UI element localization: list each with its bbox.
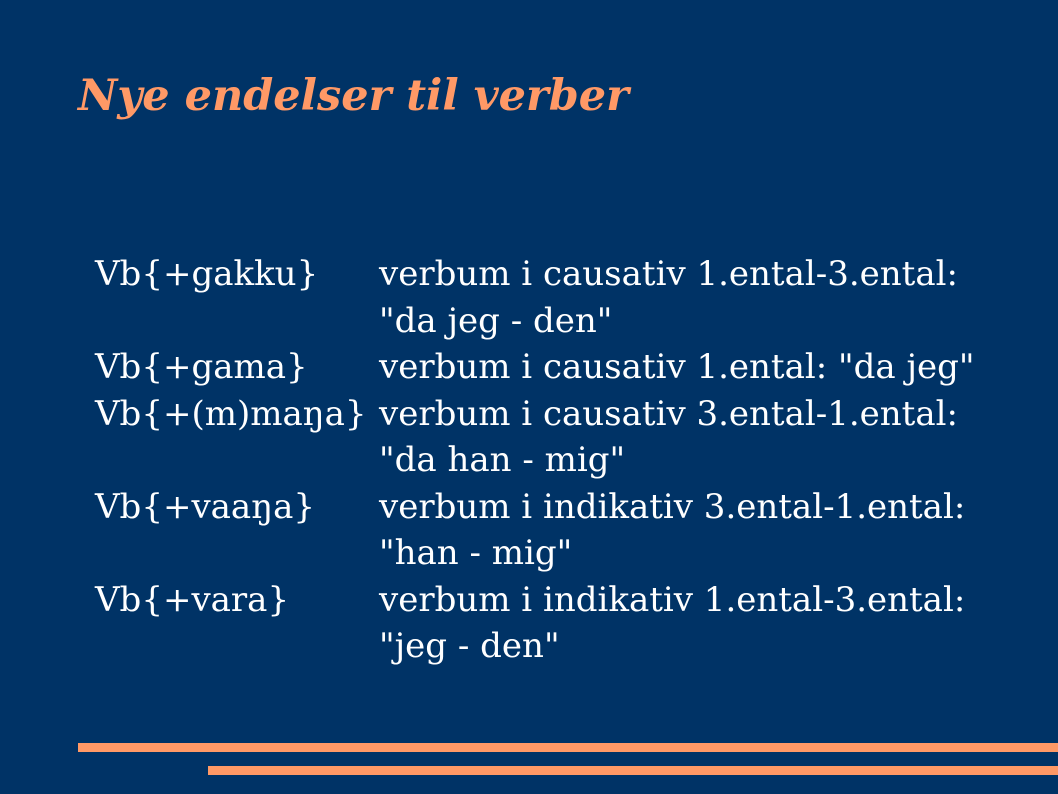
definition-list (95, 251, 1025, 670)
definition-entry (95, 484, 1025, 577)
entry-description: verbum i causativ 1.ental-3.ental: "da jeg - den" (379, 254, 958, 341)
definition-entry (95, 577, 1025, 670)
definition-entry (95, 391, 1025, 484)
decorative-rule-lower (208, 766, 1058, 775)
entry-term: Vb{+vaaŋa} (95, 486, 315, 527)
entry-description: verbum i indikativ 1.ental-3.ental: "jeg - den" (379, 579, 966, 666)
entry-term: Vb{+gakku} (95, 254, 319, 294)
entry-description: verbum i indikativ 3.ental-1.ental: "han - mig" (379, 486, 966, 573)
entry-term: Vb{+vara} (95, 579, 290, 620)
entry-description: verbum i causativ 1.ental: "da jeg" (379, 347, 975, 387)
definition-entry (95, 251, 1025, 344)
slide-title: Nye endelser til verber (78, 71, 629, 121)
entry-term: Vb{+(m)maŋa} (95, 393, 367, 434)
definition-entry (95, 344, 1025, 391)
entry-description: verbum i causativ 3.ental-1.ental: "da han - mig" (379, 393, 958, 480)
decorative-rule-upper (78, 743, 1058, 752)
entry-term: Vb{+gama} (95, 347, 308, 387)
